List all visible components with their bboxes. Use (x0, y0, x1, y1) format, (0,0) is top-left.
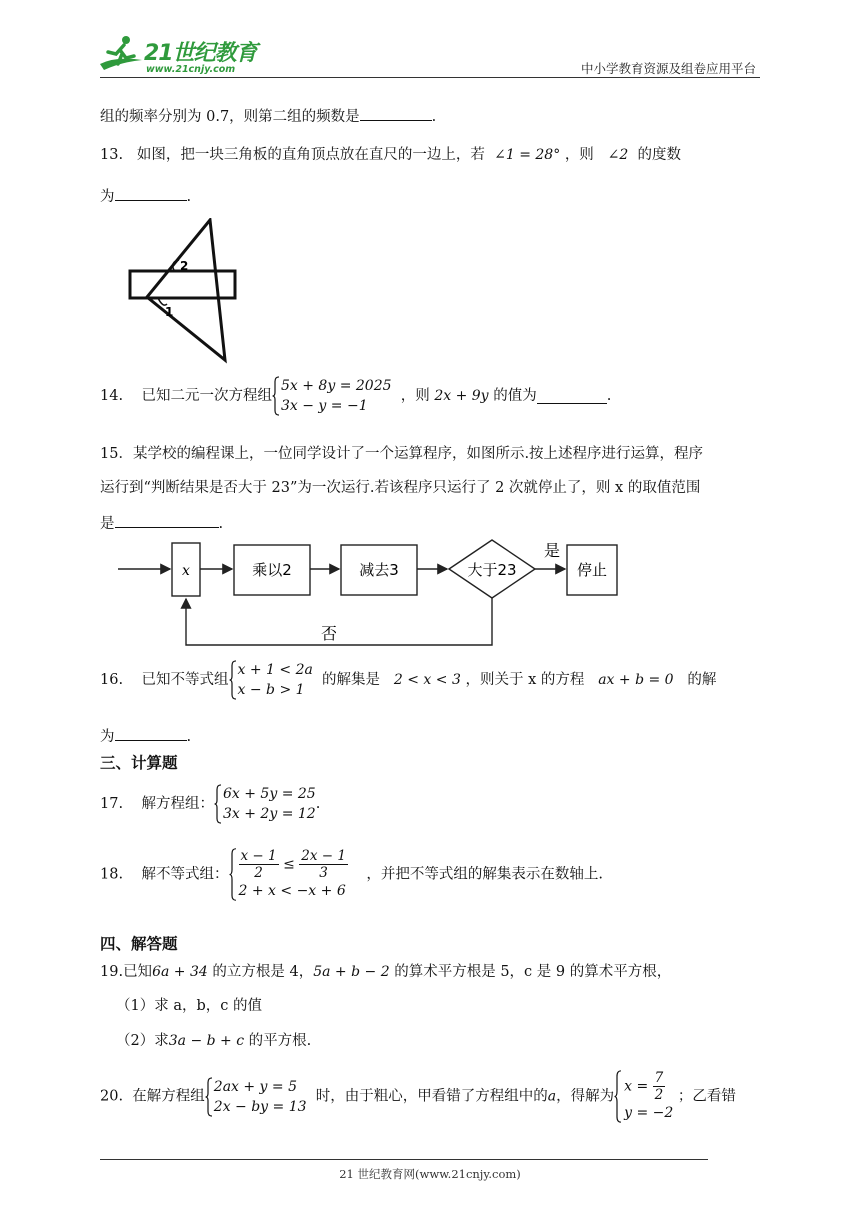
answer-blank (115, 513, 219, 528)
q19-expr2: 5a + b − 2 (313, 964, 390, 980)
q18-text-b: ，并把不等式组的解集表示在数轴上. (366, 866, 603, 883)
solution-x-lhs: x = (624, 1078, 649, 1095)
q20-text-a: 在解方程组 (132, 1088, 205, 1105)
q17-tail: . (315, 796, 321, 812)
equation-2: 3x − y = −1 (281, 398, 368, 414)
q16-line1 (100, 660, 716, 700)
fraction-2 (299, 848, 348, 881)
fraction-2-num: 2x − 1 (301, 848, 346, 864)
q13-line1 (100, 145, 681, 165)
solution-x-den: 2 (654, 1087, 664, 1103)
header-divider (100, 77, 760, 78)
q20-text-c: ，得解为 (556, 1088, 615, 1105)
q20-text-d: ；乙看错 (677, 1088, 736, 1105)
equation-1: 2ax + y = 5 (213, 1078, 298, 1095)
platform-name: 中小学教育资源及组卷应用平台 (580, 61, 756, 76)
answer-blank (115, 726, 187, 741)
equation-1: 5x + 8y = 2025 (281, 378, 392, 394)
q16-text-c: ，则关于 x 的方程 (465, 672, 585, 688)
angle2-expr: ∠2 (607, 147, 629, 163)
fig-label-2: 2 (180, 259, 189, 273)
fraction-2-den: 3 (319, 865, 328, 881)
q17-text-a: 解方程组： (141, 796, 214, 812)
q16-equation: ax + b = 0 (598, 672, 674, 688)
section-heading-calc: 三、计算题 (100, 754, 178, 772)
brace-icon (214, 784, 222, 824)
inequality-1: x + 1 < 2a (237, 662, 313, 678)
flow-step1-label: 乘以2 (252, 561, 292, 579)
solution-y: y = −2 (624, 1105, 674, 1121)
q16-text-d: 的解 (687, 672, 717, 688)
fig-label-1: 1 (165, 305, 174, 319)
inequality-1 (239, 848, 348, 881)
q19-sub1: （1）求 a，b，c 的值 (116, 998, 262, 1014)
solution-x (624, 1070, 673, 1103)
q15-line3: 是 . (100, 513, 223, 534)
q12-tail-line: 组的频率分别为 0.7，则第二组的频数是 . (100, 106, 436, 127)
q13-text-c: 的度数 (637, 147, 681, 163)
q19-sub2 (116, 1031, 311, 1051)
solution-x-num: 7 (654, 1070, 664, 1086)
logo-main-text: 21世纪教育 (144, 41, 257, 66)
q19-line1 (100, 962, 671, 982)
q13-text-b: ，则 (564, 147, 594, 163)
q14-line: 14. 已知二元一次方程组 5x + 8y = 2025 3x − y = −1 ，则 2x + 9y 的值为 . (100, 378, 612, 414)
q13-text-a: 如图，把一块三角板的直角顶点放在直尺的一边上，若 (136, 147, 485, 163)
inequality-system (229, 848, 348, 901)
q20-line (100, 1070, 736, 1123)
fraction-1 (239, 848, 279, 881)
flow-no-label: 否 (320, 624, 338, 643)
q18-number: 18. (100, 866, 124, 883)
q19-sub2-expr: 3a − b + c (168, 1033, 245, 1049)
site-logo (96, 34, 266, 76)
q19-text-a: 已知 (123, 964, 153, 980)
flow-step2-label: 减去3 (359, 561, 399, 579)
q19-expr1: 6a + 34 (152, 964, 208, 980)
answer-blank (360, 106, 432, 121)
answer-blank (537, 389, 607, 404)
q14-expr: 2x + 9y (434, 388, 489, 404)
q16-line2-text: 为 (100, 729, 115, 745)
runner-logo-icon (96, 34, 148, 76)
program-flowchart (115, 538, 625, 652)
q20-text-b: 时，由于粗心，甲看错了方程组中的 (315, 1088, 548, 1105)
solution-system (614, 1070, 673, 1123)
q15-line2: 运行到“判断结果是否大于 23”为一次运行.若该程序只运行了 2 次就停止了，则 x 的取值范围 (100, 480, 701, 496)
q19-text-b: 的立方根是 4， (212, 964, 314, 980)
angle1-expr: ∠1 = 28° (494, 147, 561, 163)
q15-line1: 15．某学校的编程课上，一位同学设计了一个运算程序，如图所示.按上述程序进行运算，程序 (100, 446, 704, 462)
q14-text-b: ，则 (400, 388, 430, 404)
equation-system (214, 784, 316, 824)
footer-text: 21 世纪教育网(www.21cnjy.com) (339, 1167, 521, 1181)
relation-symbol: ≤ (283, 856, 295, 873)
brace-icon (272, 376, 280, 416)
footer-divider (100, 1159, 708, 1160)
q16-text-a: 已知不等式组 (141, 672, 229, 688)
q17-number: 17. (100, 796, 124, 812)
triangle-ruler-figure (125, 218, 241, 364)
brace-icon (229, 848, 237, 901)
flow-decision-label: 大于23 (467, 561, 517, 579)
triangle-shape (147, 220, 225, 360)
q17-line (100, 784, 320, 824)
flow-yes-label: 是 (544, 541, 561, 560)
q14-text-a: 已知二元一次方程组 (141, 388, 272, 404)
q16-line2: 为 . (100, 726, 191, 747)
q16-text-b: 的解集是 (322, 672, 381, 688)
q14-text-c: 的值为 (493, 388, 537, 404)
logo-sub-text: www.21cnjy.com (146, 64, 236, 75)
q16-number: 16. (100, 672, 124, 688)
q19-sub2-text-a: （2）求 (116, 1033, 169, 1049)
flow-input-label: x (182, 563, 190, 579)
answer-blank (115, 186, 187, 201)
flow-stop-label: 停止 (576, 561, 608, 579)
brace-icon (205, 1077, 213, 1117)
brace-icon (614, 1070, 622, 1123)
fraction-1-den: 2 (254, 865, 263, 881)
q16-solution: 2 < x < 3 (393, 672, 461, 688)
fraction-1-num: x − 1 (240, 848, 277, 864)
q19-text-c: 的算术平方根是 5，c 是 9 的算术平方根， (394, 964, 672, 980)
q13-line2-text: 为 (100, 189, 115, 205)
q18-text-a: 解不等式组： (141, 866, 229, 883)
brace-icon (229, 660, 237, 700)
q20-number: 20. (100, 1088, 124, 1105)
q13-number: 13. (100, 147, 124, 163)
q18-line (100, 848, 603, 901)
q14-number: 14. (100, 388, 124, 404)
equation-system (272, 376, 392, 416)
q19-number: 19. (100, 964, 124, 980)
q15-line3-text: 是 (100, 516, 115, 532)
section-heading-answer: 四、解答题 (100, 935, 178, 953)
inequality-system (229, 660, 313, 700)
inequality-2: 2 + x < −x + 6 (238, 883, 346, 899)
inequality-2: x − b > 1 (237, 682, 305, 698)
equation-2: 2x − by = 13 (213, 1098, 307, 1115)
q12-text: 组的频率分别为 0.7，则第二组的频数是 (100, 109, 360, 125)
q19-sub2-text-b: 的平方根. (248, 1033, 312, 1049)
equation-2: 3x + 2y = 12 (223, 806, 316, 822)
q13-line2: 为 . (100, 186, 191, 207)
q20-var: a (547, 1088, 557, 1105)
equation-1: 6x + 5y = 25 (223, 786, 316, 802)
solution-x-fraction (653, 1070, 666, 1103)
equation-system (205, 1077, 307, 1117)
